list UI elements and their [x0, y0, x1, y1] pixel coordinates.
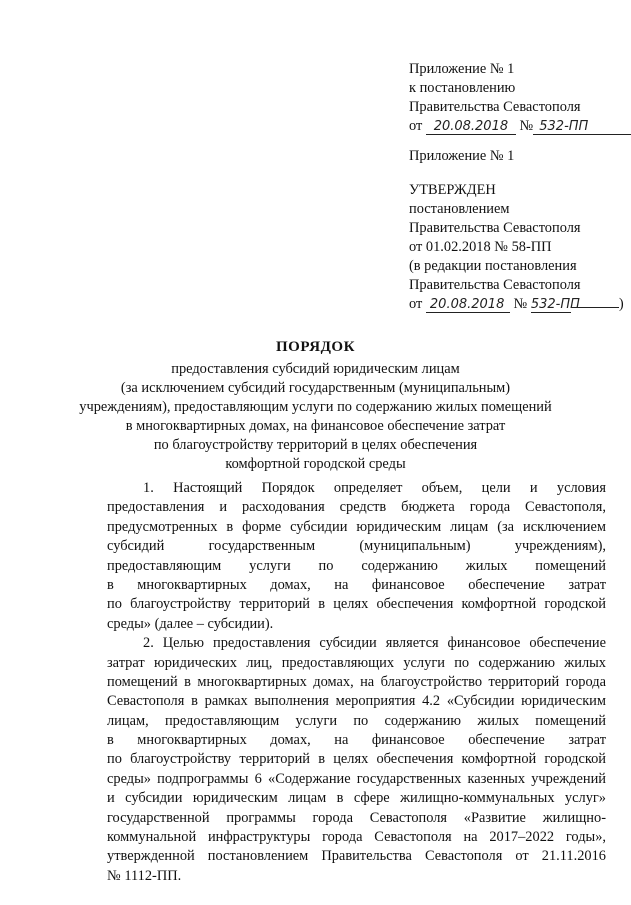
text-line: коммунальной инфраструктуры города Севастополя на 2017–2022 годы», — [107, 829, 606, 846]
annex-date-prefix: от — [409, 118, 423, 134]
text-line: в многоквартирных домах, на финансовое обеспечение затрат — [107, 732, 606, 749]
text-line: Севастополя в рамках выполнения мероприятия 4.2 «Субсидии юридическим — [107, 693, 606, 710]
approval-original-date: от 01.02.2018 № 58-ПП — [409, 239, 552, 255]
closing-bracket: ) — [618, 296, 624, 312]
text-line: в многоквартирных домах, на финансовое обеспечение затрат — [107, 576, 606, 593]
number-sign: № — [519, 118, 534, 134]
document-subtitle — [60, 360, 571, 474]
text-line: по благоустройству территорий в целях обеспечения комфортной городской — [107, 751, 606, 768]
text-line: лицам, предоставляющим услуги по содержанию жилых помещений — [107, 712, 606, 729]
annex-block-2 — [409, 147, 629, 166]
text-line: субсидий государственным (муниципальным) учреждениям), — [107, 538, 606, 555]
text-line: предусмотренных в форме субсидии юридическим лицам (за исключением — [107, 518, 606, 535]
text-line: 1. Настоящий Порядок определяет объем, цели и условия — [143, 480, 606, 496]
approval-revision-note: (в редакции постановления — [409, 258, 577, 274]
annex-title: Приложение № 1 — [409, 61, 515, 77]
handwritten-number: 532-ПП — [533, 120, 631, 135]
document-body — [107, 479, 606, 886]
number-underline — [571, 307, 619, 308]
text-line: и субсидии юридическим лицам в сфере жилищно-коммунальных услуг» — [107, 790, 606, 807]
text-line: помещений в многоквартирных домах, на благоустройство территорий города — [107, 673, 606, 690]
handwritten-date: 20.08.2018 — [426, 120, 516, 135]
text-line: по благоустройству территорий в целях обеспечения комфортной городской — [107, 596, 606, 613]
handwritten-date-2: 20.08.2018 — [426, 298, 510, 313]
approval-line: постановлением — [409, 201, 510, 217]
approval-block — [409, 181, 629, 314]
approval-revision-date-line — [409, 295, 629, 314]
annex-block — [409, 60, 629, 136]
approval-date-prefix: от — [409, 296, 423, 312]
annex-authority: Правительства Севастополя — [409, 99, 581, 115]
number-sign-2: № — [513, 296, 528, 312]
subtitle-line: в многоквартирных домах, на финансовое обеспечение затрат — [125, 418, 506, 434]
approval-revision-authority: Правительства Севастополя — [409, 277, 581, 293]
document-title: ПОРЯДОК — [276, 339, 355, 355]
annex-title-2: Приложение № 1 — [409, 148, 515, 164]
paragraph-2 — [107, 634, 606, 886]
text-line: среды» (далее – субсидии). — [107, 615, 274, 632]
subtitle-line: учреждениям), предоставляющим услуги по содержанию жилых помещений — [79, 399, 552, 415]
handwritten-number-2: 532-ПП — [530, 297, 580, 312]
text-line: государственной программы города Севастополя «Развитие жилищно- — [107, 809, 606, 826]
text-line: № 1112-ПП. — [107, 867, 182, 884]
subtitle-line: по благоустройству территорий в целях обеспечения — [153, 437, 478, 453]
text-line: затрат юридических лиц, предоставляющих услуги по содержанию жилых — [107, 654, 606, 671]
text-line: предоставляющим услуги по содержанию жилых помещений — [107, 557, 606, 574]
subtitle-line: предоставления субсидий юридическим лицам — [171, 361, 460, 377]
paragraph-1 — [107, 479, 606, 634]
subtitle-line: комфортной городской среды — [225, 456, 406, 472]
text-line: утвержденной постановлением Правительства Севастополя от 21.11.2016 — [107, 848, 606, 865]
text-line: среды» подпрограммы 6 «Содержание государственных казенных учреждений — [107, 770, 606, 787]
text-line: 2. Целью предоставления субсидии является финансовое обеспечение — [143, 635, 606, 652]
annex-ref-line: к постановлению — [409, 80, 516, 96]
annex-date-line — [409, 117, 629, 136]
approval-authority: Правительства Севастополя — [409, 220, 581, 236]
text-line: предоставления и расходования средств бюджета города Севастополя, — [107, 499, 606, 516]
approval-heading: УТВЕРЖДЕН — [409, 182, 496, 198]
subtitle-line: (за исключением субсидий государственным (муниципальным) — [120, 380, 511, 396]
